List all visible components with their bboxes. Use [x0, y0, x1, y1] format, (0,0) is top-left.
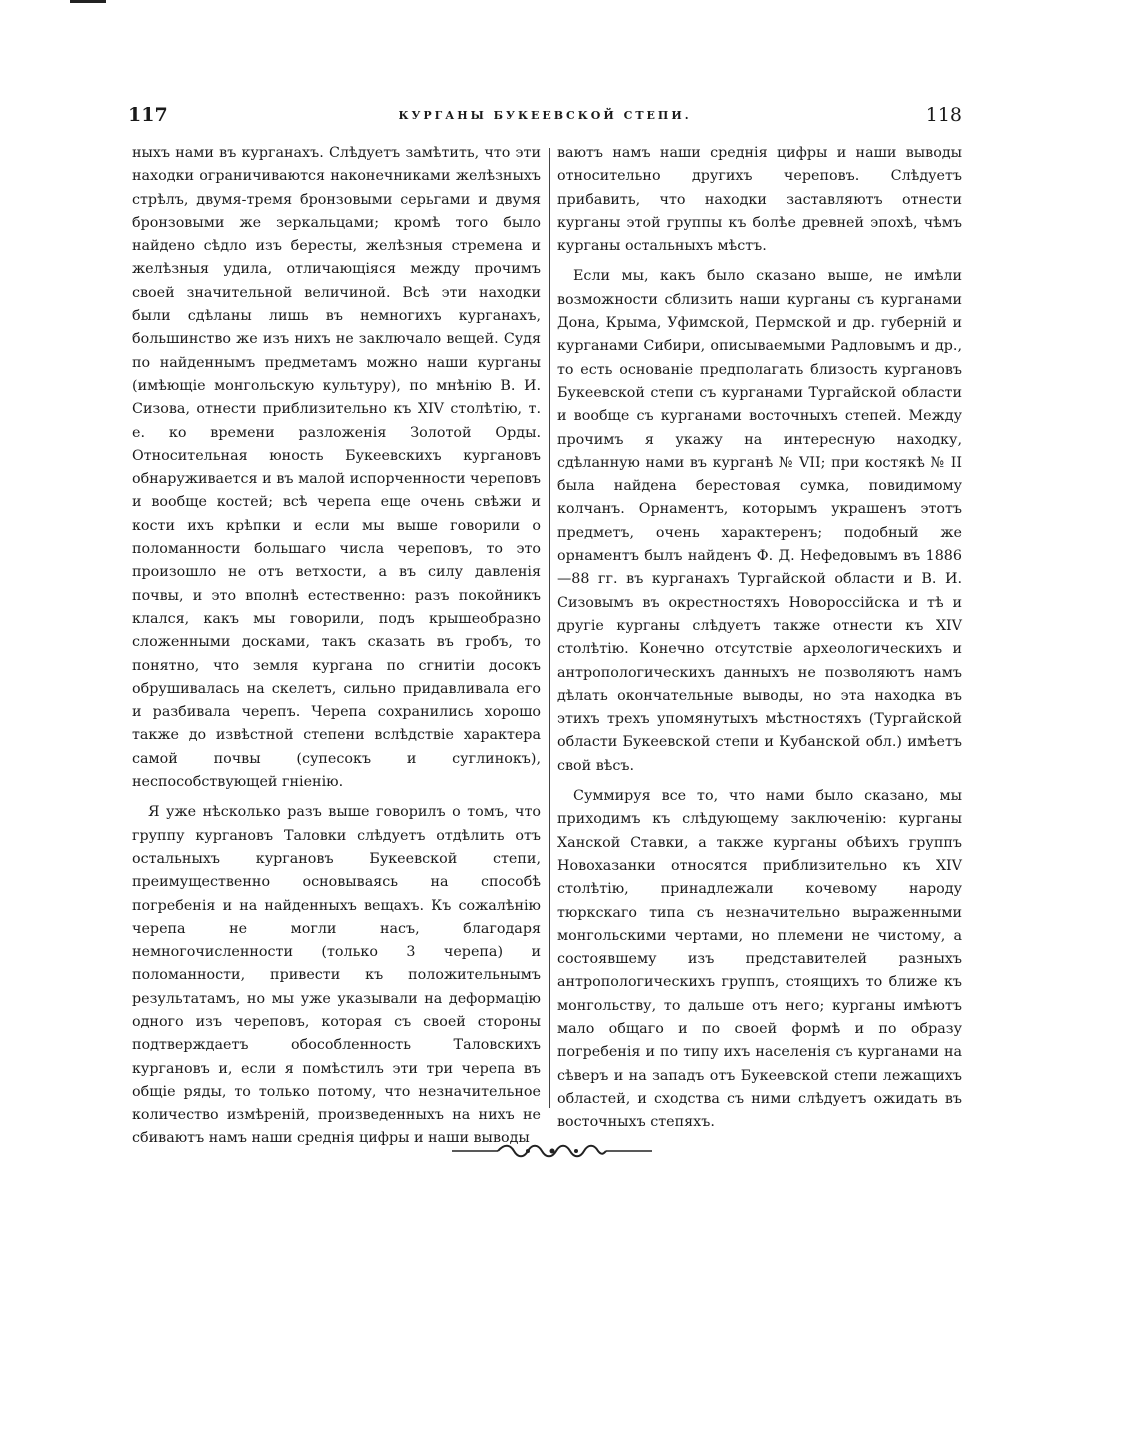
ornament-tailpiece-icon: [452, 1140, 652, 1162]
paragraph: ваютъ намъ наши среднія цифры и наши выводы относительно другихъ череповъ. Слѣдуетъ прибавить, что находки заставляютъ отнести курганы этой группы къ болѣе древней эпохѣ, чѣмъ курганы остальныхъ мѣстъ.: [557, 145, 962, 255]
column-divider: [549, 148, 550, 1108]
paragraph: Если мы, какъ было сказано выше, не имѣли возможности сблизить наши курганы съ курганами Дона, Крыма, Уфимской, Пермской и др. губерній и курганами Сибири, описываемыми Радловымъ и др., то есть основаніе предполагать близость кургановъ Букеевской степи съ курганами Тургайской области и вообще съ курганами восточныхъ степей. Между прочимъ я укажу на интересную находку, сдѣланную нами въ курганѣ № VII; при костякѣ № II была найдена берестовая сумка, повидимому колчанъ. Орнаментъ, которымъ украшенъ этотъ предметъ, очень характеренъ; подобный же орнаментъ былъ найденъ Ф. Д. Нефедовымъ въ 1886—88 гг. въ курганахъ Тургайской области и В. И. Сизовымъ въ окрестностяхъ Новороссійска и тѣ и другіе курганы слѣдуетъ также отнести къ XIV столѣтію. Конечно отсутствіе археологическихъ и антропологическихъ данныхъ не позволяютъ намъ дѣлать окончательные выводы, но эта находка въ этихъ трехъ упомянутыхъ мѣстностяхъ (Тургайской области Букеевской степи и Кубанской обл.) имѣетъ свой вѣсъ.: [557, 268, 962, 774]
scan-mark: [70, 0, 106, 3]
page-number-left: 117: [128, 104, 168, 126]
paragraph: ныхъ нами въ курганахъ. Слѣдуетъ замѣтить, что эти находки ограничиваются наконечниками желѣзныхъ стрѣлъ, двумя-тремя бронзовыми серьгами и двумя бронзовыми же зеркальцами; кромѣ того было найдено сѣдло изъ бересты, желѣзныя стремена и желѣзныя удила, отличающіяся между прочимъ своей значительной величиной. Всѣ эти находки были сдѣланы лишь въ немногихъ курганахъ, большинство же изъ нихъ не заключало вещей. Судя по найденнымъ предметамъ можно наши курганы (имѣющіе монгольскую культуру), по мнѣнію В. И. Сизова, отнести приблизительно къ XIV столѣтію, т. е. ко времени разложенія Золотой Орды. Относительная юность Букеевскихъ кургановъ обнаруживается и въ малой испорченности череповъ и вообще костей; всѣ черепа еще очень свѣжи и кости ихъ крѣпки и если мы выше говорили о поломанности большаго числа череповъ, то это произошло не отъ ветхости, а въ силу давленія почвы, и это вполнѣ естественно: разъ покойникъ клался, какъ мы говорили, подъ крышеобразно сложенными досками, такъ сказать въ гробъ, то понятно, что земля кургана по сгнитіи досокъ обрушивалась на скелетъ, сильно придавливала его и разбивала черепъ. Черепа сохранились хорошо также до извѣстной степени вслѣдствіе характера самой почвы (супесокъ и суглинокъ), неспособствующей гніенію.: [132, 145, 541, 791]
paragraph: Я уже нѣсколько разъ выше говорилъ о томъ, что группу кургановъ Таловки слѣдуетъ отдѣлить отъ остальныхъ кургановъ Букеевской степи, преимущественно основываясь на способѣ погребенія и на найденныхъ вещахъ. Къ сожалѣнію черепа не могли насъ, благодаря немногочисленности (только 3 черепа) и поломанности, привести къ положительнымъ результатамъ, но мы уже указывали на деформацію одного изъ череповъ, которая съ своей стороны подтверждаетъ обособленность Таловскихъ кургановъ и, если я помѣстилъ эти три черепа въ общіе ряды, то только потому, что незначительное количество измѣреній, произведенныхъ на нихъ не сбиваютъ намъ наши среднія цифры и наши выводы: [132, 804, 541, 1147]
left-column: [132, 142, 541, 1151]
page-number-right: 118: [925, 104, 962, 126]
paragraph: Суммируя все то, что нами было сказано, мы приходимъ къ слѣдующему заключенію: курганы Ханской Ставки, а также курганы обѣихъ группъ Новохазанки относятся приблизительно къ XIV столѣтію, принадлежали кочевому народу тюркскаго типа съ незначительно выраженными монгольскими чертами, но племени не чистому, а состоявшему изъ представителей разныхъ антропологическихъ группъ, стоящихъ то ближе къ монгольству, то дальше отъ него; курганы имѣютъ мало общаго и по своей формѣ и по образу погребенія и по типу ихъ населенія съ курганами на сѣверъ и на западъ отъ Букеевской степи лежащихъ областей, и сходства съ ними слѣдуетъ ожидать въ восточныхъ степяхъ.: [557, 788, 962, 1131]
right-column: [557, 142, 962, 1134]
running-title: КУРГАНЫ БУКЕЕВСКОЙ СТЕПИ.: [398, 109, 692, 122]
page-header: [128, 104, 962, 134]
